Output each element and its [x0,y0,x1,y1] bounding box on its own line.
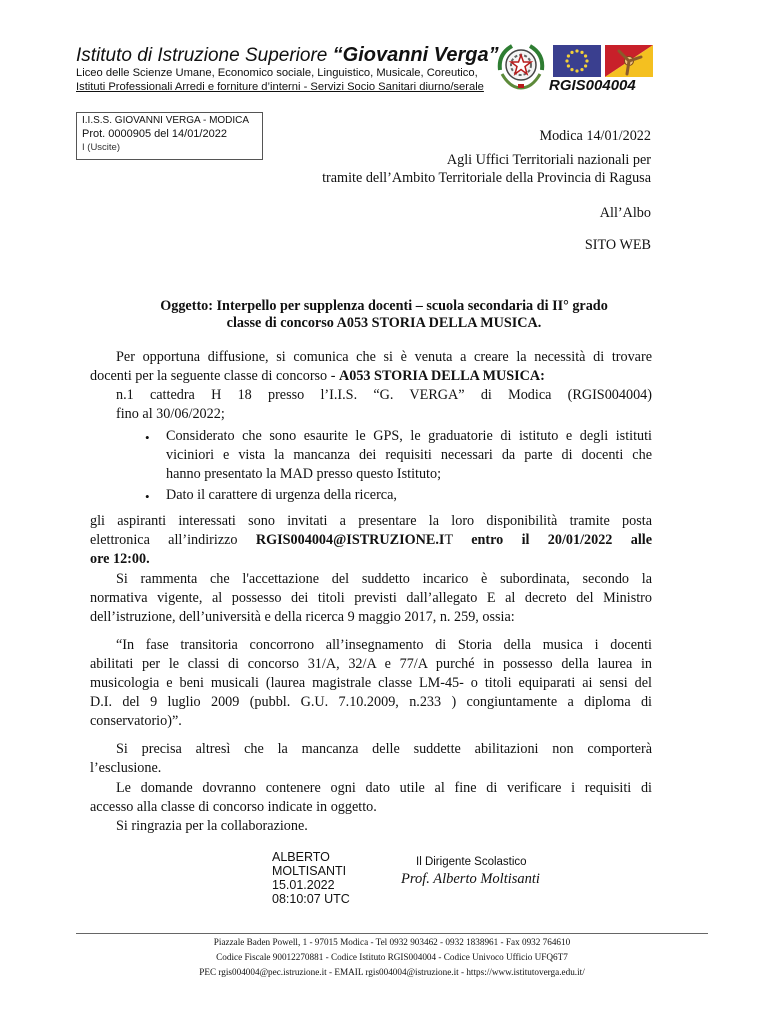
institute-courses-line2: Istituti Professionali Arredi e forniture d’interni - Servizi Socio Sanitari diurno/serale [76,81,484,93]
quote-line3: musicologia e beni musicali (laurea magistrale classe LM-45- o titoli equiparati ai sensi del [90,675,652,691]
p4-line3: dell’istruzione, dell’università e della ricerca 9 maggio 2017, n. 259, ossia: [90,609,515,625]
footer-divider [76,933,708,934]
digital-signature [272,850,350,906]
bullet1-line1: Considerato che sono esaurite le GPS, le graduatorie di istituto e degli istituti [166,428,652,444]
bullet2-line1: Dato il carattere di urgenza della ricerca, [166,487,397,503]
institute-courses-line1: Liceo delle Scienze Umane, Economico sociale, Linguistico, Musicale, Coreutico, [76,67,478,79]
recipient-line2: tramite dell’Ambito Territoriale della Provincia di Ragusa [322,170,651,186]
italian-republic-emblem-icon [494,40,548,92]
sig-last-name: MOLTISANTI [272,864,347,878]
email-address-tail: T [444,532,472,548]
email-address[interactable]: RGIS004004@ISTRUZIONE.I [255,532,445,548]
protocol-direction: I (Uscite) [82,142,120,153]
footer-contacts: PEC rgis004004@pec.istruzione.it - EMAIL rgis004004@istruzione.it - https://www.istitutoverga.edu.it/ [199,967,585,977]
recipient-web: SITO WEB [584,237,651,253]
p5-line1: Si precisa altresì che la mancanza delle suddette abilitazioni non comporterà [116,741,652,757]
place-date: Modica 14/01/2022 [539,128,651,144]
institute-name: “Giovanni Verga” [332,44,499,66]
sig-date: 15.01.2022 [272,878,335,892]
p2-line1: n.1 cattedra H 18 presso l’I.I.S. “G. VERGA” di Modica (RGIS004004) [116,387,652,403]
recipient-albo: All’Albo [599,205,651,221]
sicily-flag-icon [605,45,653,77]
subject-line2: classe di concorso A053 STORIA DELLA MUSICA. [226,315,542,331]
p1-line2 [90,367,545,386]
quote-line4: D.I. del 9 luglio 2009 (pubbl. G.U. 7.10.2009, n.233 ) congiuntamente a diploma di [90,694,652,710]
bullet-icon: • [145,489,150,504]
footer-codes: Codice Fiscale 90012270881 - Codice Istituto RGIS004004 - Codice Univoco Ufficio UFQ6T7 [216,952,568,962]
subject [76,298,692,332]
p3-line2 [90,531,652,550]
p4-line1: Si rammenta che l'accettazione del suddetto incarico è subordinata, secondo la [116,571,652,587]
deadline: entro il 20/01/2022 alle [471,532,652,548]
p1-line2-text: docenti per la seguente classe di concorso - [90,368,339,384]
quote-line5: conservatorio)”. [90,713,182,729]
sig-time: 08:10:07 UTC [272,892,350,906]
bullet1-line3: hanno presentato la MAD presso questo Istituto; [166,466,442,482]
sig-first-name: ALBERTO [272,850,330,864]
protocol-stamp [76,112,263,160]
subject-line1: Oggetto: Interpello per supplenza docenti – scuola secondaria di II° grado [160,298,608,314]
footer-address: Piazzale Baden Powell, 1 - 97015 Modica - Tel 0932 903462 - 0932 1838961 - Fax 0932 764610 [213,937,571,947]
signer-role: Il Dirigente Scolastico [416,856,527,868]
p3-line2-text: elettronica all’indirizzo [90,532,256,548]
signer-name: Prof. Alberto Moltisanti [401,871,540,887]
recipient-line1: Agli Uffici Territoriali nazionali per [446,152,651,168]
protocol-number: Prot. 0000905 del 14/01/2022 [82,128,227,140]
p3-line1: gli aspiranti interessati sono invitati a presentare la loro disponibilità tramite posta [90,513,652,529]
quote-line2: abilitati per le classi di concorso 31/A, 32/A e 77/A purché in possesso della laurea in [90,656,652,672]
p6-line1: Le domande dovranno contenere ogni dato utile al fine di verificare i requisiti di [116,780,652,796]
p3-line3: ore 12:00. [90,551,150,567]
quote-line1: “In fase transitoria concorrono all’insegnamento di Storia della musica i docenti [116,637,652,653]
p4-line2: normativa vigente, al possesso dei titoli previsti dall’allegato E al decreto del Ministro [90,590,652,606]
institute-title [76,44,499,67]
bullet-icon: • [145,430,150,445]
p6-line2: accesso alla classe di concorso indicate in oggetto. [90,799,377,815]
bullet1-line2: viciniori e vista la mancanza dei requisiti necessari da parte di docenti che [166,447,652,463]
p2-line2: fino al 30/06/2022; [116,406,225,422]
institute-prefix: Istituto di Istruzione Superiore [76,45,333,66]
p1-line1: Per opportuna diffusione, si comunica che si è venuta a creare la necessità di trovare [116,349,652,365]
school-code: RGIS004004 [549,77,636,94]
p5-line2: l’esclusione. [90,760,162,776]
protocol-school: I.I.S.S. GIOVANNI VERGA - MODICA [82,115,250,126]
p1-line2-class: A053 STORIA DELLA MUSICA: [338,368,545,384]
p7-thanks: Si ringrazia per la collaborazione. [116,818,308,834]
eu-flag-icon [553,45,601,77]
